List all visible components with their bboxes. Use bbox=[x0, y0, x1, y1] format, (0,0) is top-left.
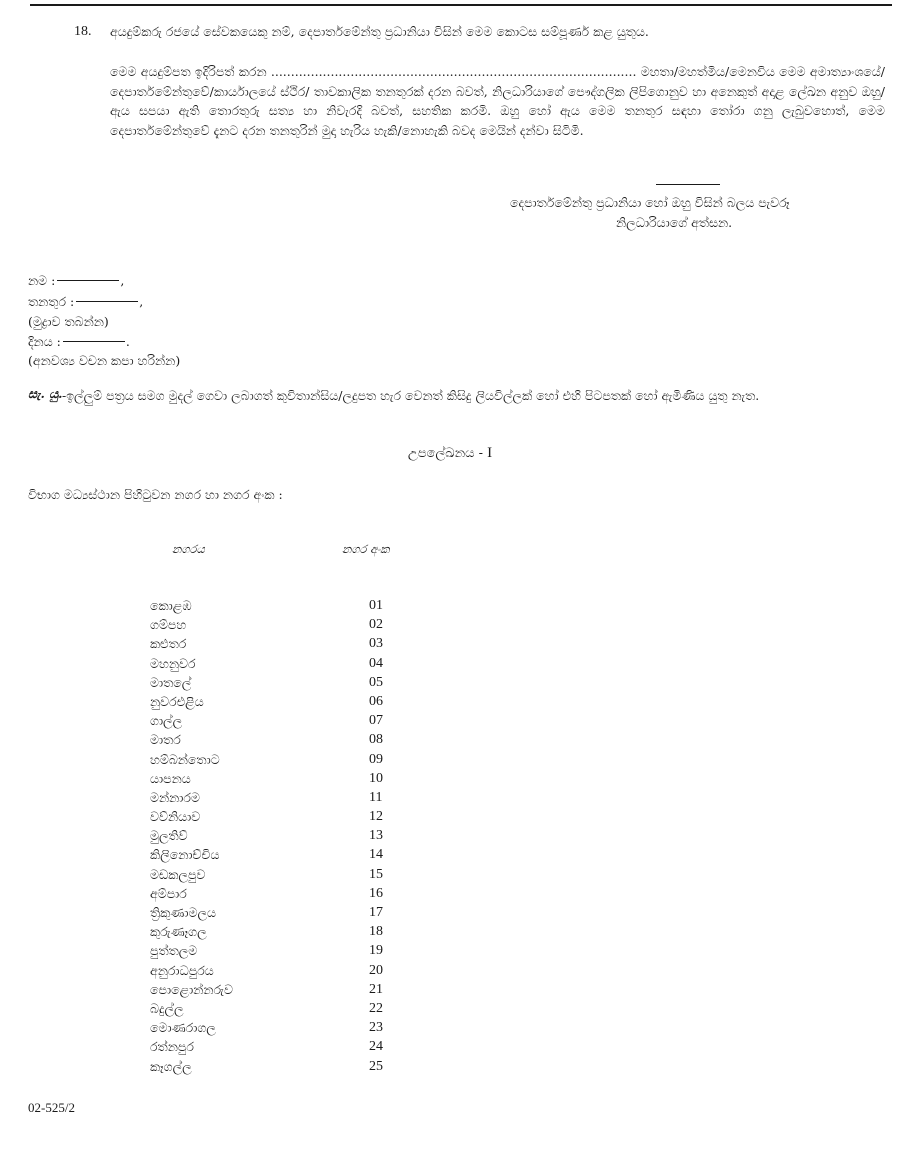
name-field: නම : , bbox=[28, 273, 125, 288]
designation-label: තනතුර : bbox=[28, 294, 75, 309]
table-row bbox=[150, 617, 410, 636]
city-code: 04 bbox=[369, 655, 383, 671]
section-label: විභාග මධ්‍යස්ථාන පිහිටුවන නගර හා නගර අංක : bbox=[28, 487, 283, 502]
table-row bbox=[150, 924, 410, 943]
table-row bbox=[150, 867, 410, 886]
city-name: මන්නාරම bbox=[150, 789, 200, 805]
table-row bbox=[150, 847, 410, 866]
city-name: මොණරාගල bbox=[150, 1020, 216, 1036]
city-name: නුවරඑළිය bbox=[150, 693, 204, 709]
city-code: 06 bbox=[369, 693, 383, 709]
city-code: 20 bbox=[369, 962, 383, 978]
column-header-code: නගර අංක bbox=[342, 542, 390, 556]
certification-paragraph: මෙම අයදුම්පත ඉදිරිපත් කරන ............................................................................................ මහතා/මහත්මිය/මෙනවිය මෙම අමාත්‍යාංශයේ/දෙපාර්තමේන්තුවේ/කාර්යාලයේ ස්ථිර/ තාවකාලික තනතුරක් දරන බවත්, නිලධාරියාගේ පෞද්ගලික ලිපිගොනුව හා අනෙකුත් අදාළ ලේඛන අනුව ඔහු/ඇය සපයා ඇති තොරතුරු සත්‍ය හා නිවැරදි බවත්, සහතික කරමි. ඔහු හෝ ඇය මෙම තනතුර සඳහා තෝරා ගනු ලැබුවහොත්, මෙම දෙපාර්තමේන්තුවේ දැනට දරන තනතුරින් මුදා හැරිය හැකි/නොහැකි බවද මෙයින් දන්වා සිටිමි. bbox=[110, 64, 885, 138]
annex-heading bbox=[0, 445, 900, 462]
annex-title: උපලේඛනය - bbox=[407, 446, 484, 461]
city-code: 14 bbox=[369, 847, 383, 863]
city-code: 02 bbox=[369, 617, 383, 633]
city-name: මඩකලපුව bbox=[150, 866, 206, 882]
city-code: 12 bbox=[369, 809, 383, 825]
city-code: 23 bbox=[369, 1020, 383, 1036]
date-blank-line bbox=[63, 341, 125, 342]
city-code: 19 bbox=[369, 943, 383, 959]
table-row bbox=[150, 886, 410, 905]
column-header-city: නගරය bbox=[172, 542, 205, 556]
city-name: මහනුවර bbox=[150, 655, 196, 671]
table-row bbox=[150, 905, 410, 924]
table-row bbox=[150, 1039, 410, 1058]
city-name: අනුරාධපුරය bbox=[150, 962, 214, 978]
city-name: කොළඹ bbox=[150, 598, 192, 613]
city-code: 08 bbox=[369, 732, 383, 748]
city-code: 03 bbox=[369, 636, 383, 652]
city-name: ත්‍රිකුණාමලය bbox=[150, 905, 216, 920]
city-code: 25 bbox=[369, 1058, 383, 1074]
note-label: සැ. යු. bbox=[28, 386, 63, 401]
signature-caption-line1: දෙපාර්තමේන්තු ප්‍රධානියා හෝ ඔහු විසින් බලය පැවරූ bbox=[510, 195, 790, 210]
signature-line bbox=[656, 184, 720, 185]
table-row bbox=[150, 694, 410, 713]
table-row bbox=[150, 828, 410, 847]
city-name: පුත්තලම bbox=[150, 943, 198, 959]
city-name: බදුල්ල bbox=[150, 1000, 184, 1016]
city-name: කිලිනොච්චිය bbox=[150, 847, 220, 863]
name-blank-line bbox=[57, 280, 119, 281]
document-code: 02-525/2 bbox=[28, 1100, 75, 1115]
city-name: පොළොන්නරුව bbox=[150, 981, 233, 997]
strike-note: (අනවශ්‍ය වචන කපා හරින්න) bbox=[28, 353, 181, 368]
table-row bbox=[150, 809, 410, 828]
table-row bbox=[150, 1020, 410, 1039]
city-name: හම්බන්තොට bbox=[150, 751, 220, 767]
city-code: 15 bbox=[369, 866, 383, 882]
city-name: වව්නියාව bbox=[150, 809, 201, 825]
top-rule bbox=[30, 4, 892, 6]
city-name: කළුතර bbox=[150, 636, 187, 652]
city-name: කෑගල්ල bbox=[150, 1058, 192, 1074]
city-code: 16 bbox=[369, 885, 383, 901]
city-code: 09 bbox=[369, 751, 383, 767]
city-code: 18 bbox=[369, 924, 383, 940]
city-name: යාපනය bbox=[150, 770, 191, 786]
city-code: 10 bbox=[369, 770, 383, 786]
signature-caption-line2: නිලධාරියාගේ අත්සන. bbox=[616, 215, 733, 230]
table-row bbox=[150, 656, 410, 675]
city-name: ගාල්ල bbox=[150, 713, 183, 729]
table-row bbox=[150, 598, 410, 617]
city-name: මුලතිව් bbox=[150, 828, 188, 844]
item-number: 18. bbox=[74, 24, 92, 39]
table-row bbox=[150, 675, 410, 694]
city-name: අම්පාර bbox=[150, 885, 187, 901]
item-instruction: අයදුම්කරු රජයේ සේවකයෙකු නම්, දෙපාර්තමේන්තු ප්‍රධානියා විසින් මෙම කොටස සම්පූර්ණ කළ යුතුය. bbox=[110, 24, 649, 39]
table-row bbox=[150, 752, 410, 771]
date-label: දිනය : bbox=[28, 334, 61, 349]
city-code: 07 bbox=[369, 713, 383, 729]
table-row bbox=[150, 790, 410, 809]
city-code: 21 bbox=[369, 981, 383, 997]
date-field: දිනය : . bbox=[28, 334, 130, 349]
table-row bbox=[150, 713, 410, 732]
city-code: 24 bbox=[369, 1039, 383, 1055]
city-name: මාතර bbox=[150, 732, 181, 748]
table-row bbox=[150, 963, 410, 982]
annex-numeral: I bbox=[487, 445, 493, 461]
name-label: නම : bbox=[28, 273, 56, 288]
city-name: ගම්පහ bbox=[150, 617, 187, 633]
city-name: රත්නපුර bbox=[150, 1039, 194, 1055]
city-code: 11 bbox=[369, 789, 383, 805]
city-code: 22 bbox=[369, 1000, 383, 1016]
table-row bbox=[150, 636, 410, 655]
note-text: -ඉල්ලුම් පත්‍රය සමග මුදල් ගෙවා ලබාගත් කුවිතාන්සිය/ලදුපත හැර වෙනත් කිසිදු ලියවිල්ලක් හෝ එහි පිටපතක් හෝ ඇමිණිය යුතු නැත. bbox=[62, 388, 760, 403]
designation-blank-line bbox=[76, 301, 138, 302]
seal-note: (මුද්‍රාව තබන්න) bbox=[28, 314, 109, 329]
city-code: 17 bbox=[369, 905, 383, 920]
city-code: 13 bbox=[369, 828, 383, 844]
city-table bbox=[150, 598, 410, 1078]
designation-field: තනතුර : , bbox=[28, 294, 144, 309]
city-name: කුරුණෑගල bbox=[150, 924, 207, 940]
city-name: මාතලේ bbox=[150, 674, 192, 690]
table-row bbox=[150, 771, 410, 790]
table-row bbox=[150, 732, 410, 751]
table-row bbox=[150, 943, 410, 962]
city-code: 01 bbox=[369, 598, 383, 613]
table-row bbox=[150, 1059, 410, 1078]
table-row bbox=[150, 982, 410, 1001]
city-code: 05 bbox=[369, 674, 383, 690]
table-row bbox=[150, 1001, 410, 1020]
